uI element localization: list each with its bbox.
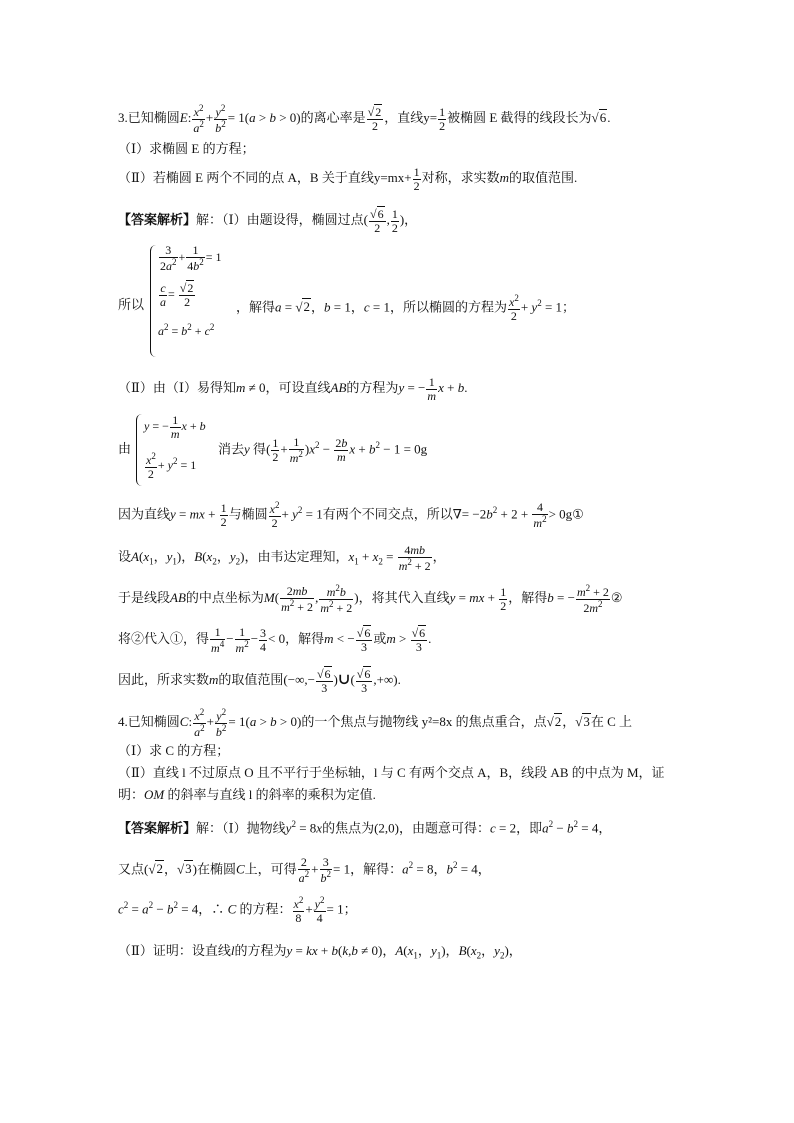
answer-label: 【答案解析】 xyxy=(118,820,197,836)
q4-answer-intro: 【答案解析】解：（Ⅰ）抛物线$y^2 = 8x$的焦点为(2,0)，由题意可得：c = 2，即$a^2 - b^2 = 4$， xyxy=(118,819,612,836)
q3-part2: （Ⅱ）若椭圆 E 两个不同的点 A，B 关于直线y=mx+ $\frac{1}{2}$ 对称，求实数m的取值范围. xyxy=(118,165,578,193)
q4-answer-line4: （Ⅱ）证明：设直线l的方程为y = kx + b(k,b ≠ 0)，$A(x_1$，$y_1$)，$B(x_2$，$y_2$)， xyxy=(118,943,522,961)
q3-stem: 3.已知椭圆E: $\frac{x^2}{a^2}$ + $\frac{y^2}{b^2}$ = 1(a > b > 0)的离心率是 $\frac{√2}{2}$ ，直线y= $\frac{1}{2}$ 被椭圆 E 截得的线段长为√6. xyxy=(118,103,611,135)
system2-eq2: $\frac{x^2}{2}$ + $y^2 = 1$ xyxy=(146,451,197,481)
q3-solve: ，解得a = √2，b = 1，c = 1，所以椭圆的方程为 $\frac{x^2}{2}$ + $y^2 = 1$； xyxy=(236,293,576,323)
system2-eq1: y = − $\frac{1}{m}$ x + b xyxy=(144,413,206,441)
q4-part1: （Ⅰ）求 C 的方程； xyxy=(118,743,230,758)
q4-part2-line1: （Ⅱ）直线 l 不过原点 O 且不平行于坐标轴，l 与 C 有两个交点 A，B，线段 AB 的中点为 M，证 xyxy=(118,765,665,780)
q3-answer-intro: 【答案解析】解：（Ⅰ）由题设得，椭圆过点( $\frac{√6}{2}$ , $\frac{1}{2}$ )， xyxy=(118,207,418,235)
q3-midpoint: 于是线段AB的中点坐标为M( $\frac{2mb}{m^2 + 2}$ , $\frac{m^2b}{m^2 + 2}$ )，将其代入直线y = mx + $\frac{1}{2}$ ，解得b = − $\frac{m^2 + 2}{2m^2}$ ② xyxy=(118,583,623,615)
q3-part2-intro: （Ⅱ）由（Ⅰ）易得知m ≠ 0，可设直线AB的方程为y = − $\frac{1}{m}$ x + b. xyxy=(118,375,468,403)
q3-eliminate: 消去y 得( $\frac{1}{2}$ + $\frac{1}{m^2}$ )$x^2$ − $\frac{2b}{m}$ $x + b^2 - 1 = 0g$ xyxy=(218,435,428,465)
q4-answer-line3: $c^2 = a^2 - b^2 = 4$，∴ C 的方程： $\frac{x^2}{8}$ + $\frac{y^2}{4}$ = 1； xyxy=(118,895,357,925)
answer-label: 【答案解析】 xyxy=(118,212,197,228)
q3-vieta: 设$A(x_1$，$y_1$)，$B(x_2$，$y_2$)，由韦达定理知，$x_1 + x_2$ = $\frac{4mb}{m^2 + 2}$ ， xyxy=(118,543,446,573)
q3-conclusion: 因此，所求实数m的取值范围(−∞,− $\frac{√6}{3}$ )∪( $\frac{√6}{3}$ ,+∞). xyxy=(118,667,401,695)
q3-so: 所以 xyxy=(118,297,145,312)
system-eq1: $\frac{3}{2a^2}$ + $\frac{1}{4b^2}$ = 1 xyxy=(160,243,222,273)
q4-stem: 4.已知椭圆C: $\frac{x^2}{a^2}$ + $\frac{y^2}{b^2}$ = 1(a > b > 0)的一个焦点与抛物线 y²=8x 的焦点重合，点√2，√3在 C 上 xyxy=(118,707,633,739)
q3-by: 由 xyxy=(118,441,132,456)
system2-brace xyxy=(136,414,143,486)
system-eq3: $a^2 = b^2 + c^2$ xyxy=(158,322,215,338)
q4-part2-line2: 明：OM 的斜率与直线 l 的斜率的乘积为定值. xyxy=(118,787,376,802)
q3-discriminant: 因为直线y = mx + $\frac{1}{2}$ 与椭圆 $\frac{x^2}{2}$ + $y^2 = 1$有两个不同交点，所以∇= $-2b^2 + 2$ + $\frac{4}{m^2}$ > 0g① xyxy=(118,500,584,530)
q4-answer-line2: 又点(√2，√3)在椭圆C上，可得 $\frac{2}{a^2}$ + $\frac{3}{b^2}$ = 1，解得：$a^2 = 8$，$b^2 = 4$， xyxy=(118,855,491,885)
system-eq2: $\frac{c}{a}$ = $\frac{√2}{2}$ xyxy=(160,281,194,309)
q3-substitute: 将②代入①，得 $\frac{1}{m^4}$ − $\frac{1}{m^2}$ − $\frac{3}{4}$ < 0，解得m < − $\frac{√6}{3}$ 或m > $\frac{√6}{3}$ . xyxy=(118,625,432,655)
system-brace xyxy=(150,245,157,357)
q3-part1: （Ⅰ）求椭圆 E 的方程； xyxy=(118,141,255,156)
